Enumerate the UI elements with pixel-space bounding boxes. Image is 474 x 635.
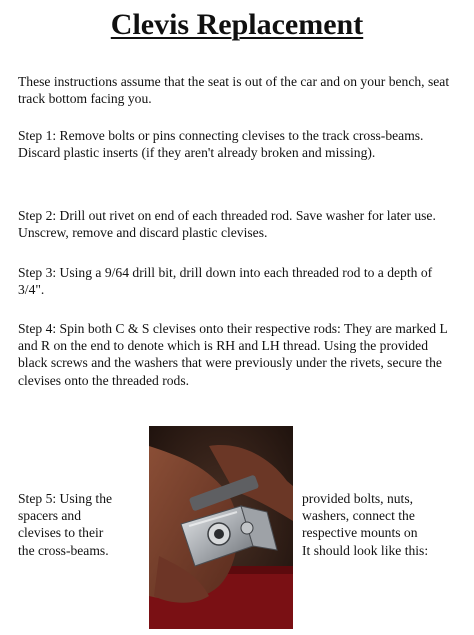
step-5-left-line: spacers and xyxy=(18,508,82,524)
step-5-right-line: respective mounts on xyxy=(302,525,418,541)
clevis-photo xyxy=(149,426,293,629)
step-5-right-line: It should look like this: xyxy=(302,542,429,558)
step-5-left-column xyxy=(18,490,148,559)
step-3-paragraph: Step 3: Using a 9/64 drill bit, drill down into each threaded rod to a depth of 3/4". xyxy=(18,265,433,298)
step-5-right-column xyxy=(302,490,472,559)
step-5-left-line: clevises to their xyxy=(18,525,104,541)
step-4-paragraph: Step 4: Spin both C & S clevises onto their respective rods: They are marked L and R on the end to denote which is RH and LH thread. Using the provided black screws and the washers that were previously under the rivets, secure the clevises onto the threaded rods. xyxy=(18,321,448,388)
step-5-right-line: washers, connect the xyxy=(302,508,415,524)
step-1-paragraph: Step 1: Remove bolts or pins connecting clevises to the track cross-beams. Discard plastic inserts (if they aren't already broken and missing). xyxy=(18,128,424,161)
step-2-paragraph: Step 2: Drill out rivet on end of each threaded rod. Save washer for later use. Unscrew, remove and discard plastic clevises. xyxy=(18,208,436,241)
step-5-left-line: Step 5: Using the xyxy=(18,491,113,506)
step-5-left-line: the cross-beams. xyxy=(18,542,109,558)
intro-paragraph: These instructions assume that the seat is out of the car and on your bench, seat track bottom facing you. xyxy=(18,74,450,107)
page-title: Clevis Replacement xyxy=(110,8,364,41)
step-5-right-line: provided bolts, nuts, xyxy=(302,491,414,506)
